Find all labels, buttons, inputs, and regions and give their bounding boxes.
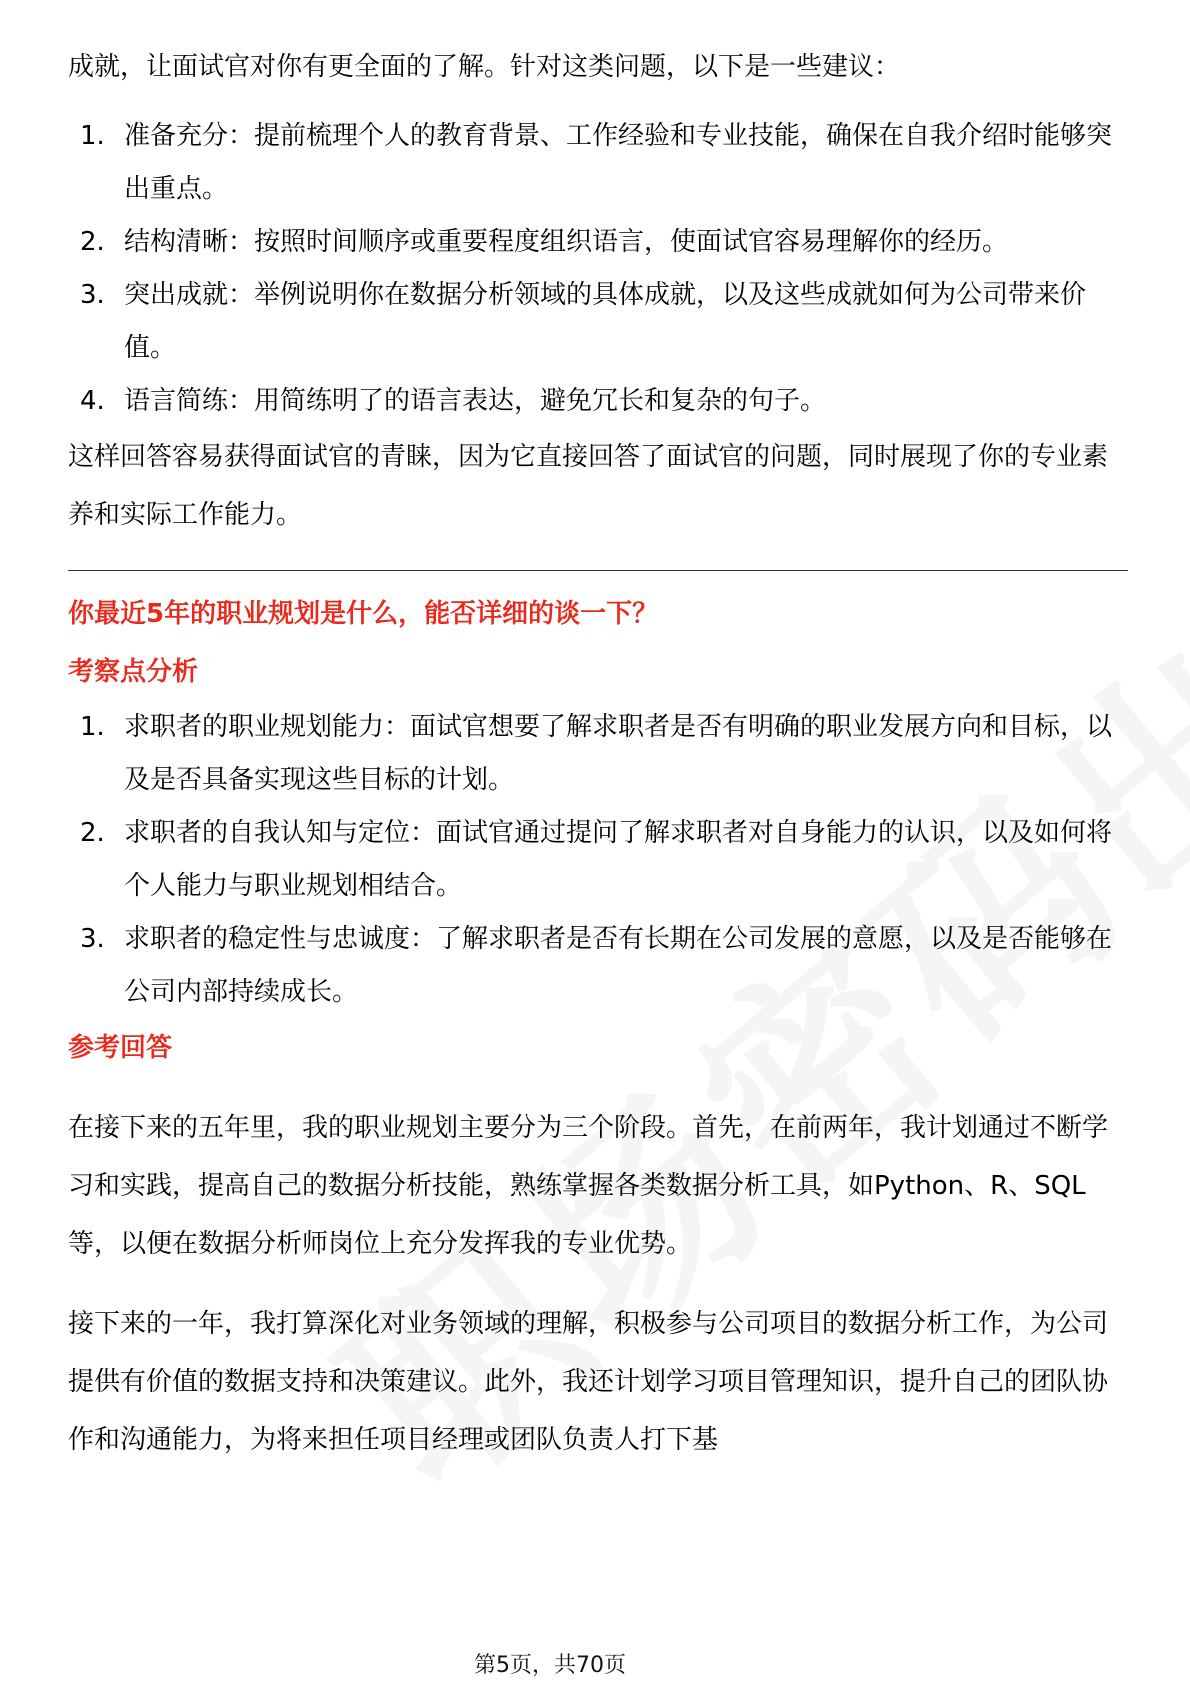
list-item [68, 216, 1128, 269]
list-number: 1. [80, 712, 105, 742]
list-number: 3. [80, 924, 105, 954]
section-divider [68, 570, 1128, 571]
page-footer: 第5页，共70页 [474, 1653, 626, 1678]
intro-paragraph: 成就，让面试官对你有更全面的了解。针对这类问题，以下是一些建议： [68, 52, 901, 82]
list-item [68, 807, 1128, 913]
list-number: 3. [80, 280, 105, 310]
list-item-text: 语言简练：用简练明了的语言表达，避免冗长和复杂的句子。 [124, 386, 827, 416]
analysis-heading: 考察点分析 [68, 657, 199, 687]
list-item-text: 求职者的自我认知与定位：面试官通过提问了解求职者对自身能力的认识，以及如何将个人能力与职业规划相结合。 [124, 818, 1113, 901]
answer-paragraph: 在接下来的五年里，我的职业规划主要分为三个阶段。首先，在前两年，我计划通过不断学习和实践，提高自己的数据分析技能，熟练掌握各类数据分析工具，如Python、R、SQL等，以便在数据分析师岗位上充分发挥我的专业优势。 [68, 1113, 1109, 1259]
closing-paragraph: 这样回答容易获得面试官的青睐，因为它直接回答了面试官的问题，同时展现了你的专业素养和实际工作能力。 [68, 442, 1109, 530]
list-item [68, 375, 1128, 428]
list-item-text: 准备充分：提前梳理个人的教育背景、工作经验和专业技能，确保在自我介绍时能够突出重点。 [124, 121, 1113, 204]
list-item [68, 913, 1128, 1019]
answer-paragraph: 接下来的一年，我打算深化对业务领域的理解，积极参与公司项目的数据分析工作，为公司提供有价值的数据支持和决策建议。此外，我还计划学习项目管理知识，提升自己的团队协作和沟通能力，为将来担任项目经理或团队负责人打下基 [68, 1309, 1109, 1455]
list-item-text: 求职者的稳定性与忠诚度：了解求职者是否有长期在公司发展的意愿，以及是否能够在公司内部持续成长。 [124, 924, 1113, 1007]
list-number: 1. [80, 121, 105, 151]
analysis-list [68, 701, 1128, 1019]
list-number: 2. [80, 227, 105, 257]
list-number: 4. [80, 386, 105, 416]
list-item-text: 结构清晰：按照时间顺序或重要程度组织语言，使面试官容易理解你的经历。 [124, 227, 1009, 257]
list-item [68, 110, 1128, 216]
list-item-text: 求职者的职业规划能力：面试官想要了解求职者是否有明确的职业发展方向和目标，以及是否具备实现这些目标的计划。 [124, 712, 1113, 795]
list-number: 2. [80, 818, 105, 848]
suggestion-list [68, 110, 1128, 428]
document-page [68, 38, 1128, 1469]
list-item-text: 突出成就：举例说明你在数据分析领域的具体成就，以及这些成就如何为公司带来价值。 [124, 280, 1087, 363]
answer-heading: 参考回答 [68, 1033, 173, 1063]
list-item [68, 269, 1128, 375]
question-heading: 你最近5年的职业规划是什么，能否详细的谈一下？ [68, 599, 659, 629]
list-item [68, 701, 1128, 807]
